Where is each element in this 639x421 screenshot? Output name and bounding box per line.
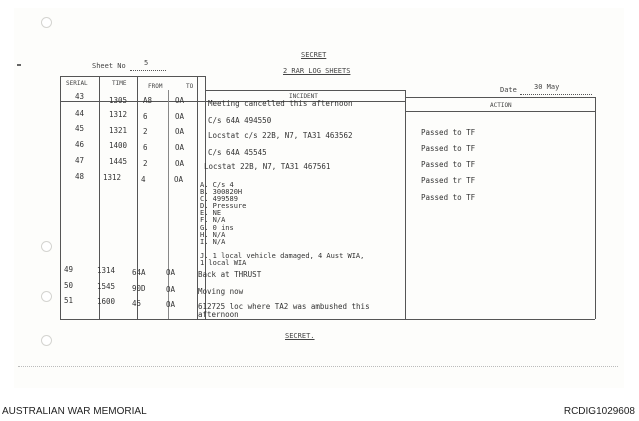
cell-from: 2 — [143, 159, 148, 168]
paper-edge — [18, 366, 618, 367]
cell-to: OA — [166, 285, 176, 294]
cell-from: 6 — [143, 112, 148, 121]
action-header-border — [405, 97, 595, 98]
cell-incident-line: C. 499589 — [200, 195, 238, 203]
cell-incident-line: F. N/A — [200, 216, 226, 224]
cell-serial: 49 — [64, 265, 74, 274]
header-time: TIME — [112, 80, 127, 87]
cell-incident-line: A. C/s 4 — [200, 181, 234, 189]
col-divider — [60, 76, 61, 319]
cell-serial: 51 — [64, 296, 74, 305]
action-header-border — [405, 111, 595, 112]
punch-hole — [41, 335, 52, 346]
cell-serial: 50 — [64, 281, 74, 290]
cell-time: 1305 — [109, 96, 128, 105]
cell-from: 4 — [141, 175, 146, 184]
cell-incident-line: H. N/A — [200, 231, 226, 239]
table-header-border — [205, 90, 405, 91]
table-bottom-border — [60, 319, 595, 320]
classification-bottom: SECRET. — [285, 332, 315, 340]
cell-incident-line: G. 0 ins — [200, 224, 234, 232]
header-action: ACTION — [490, 102, 512, 109]
cell-to: OA — [175, 143, 185, 152]
col-divider — [405, 90, 406, 319]
cell-from: 64A — [132, 268, 146, 277]
cell-action: Passed to TF — [421, 144, 476, 153]
cell-to: OA — [175, 127, 185, 136]
cell-time: 1312 — [103, 173, 122, 182]
header-serial: SERIAL — [66, 80, 88, 87]
date-label: Date — [500, 86, 517, 94]
cell-time: 1445 — [109, 157, 128, 166]
extra-action: Passed to TF — [421, 193, 476, 202]
cell-incident: 612725 loc where TA2 was ambushed this — [198, 302, 370, 311]
col-divider — [197, 76, 198, 319]
cell-incident: Locstat c/s 22B, N7, TA31 463562 — [208, 131, 353, 140]
cell-incident: C/s 64A 494550 — [208, 116, 272, 125]
cell-action: Passed to TF — [421, 128, 476, 137]
classification-top: SECRET — [301, 51, 327, 59]
sheet-label: Sheet No — [92, 62, 126, 70]
cell-from: 6 — [143, 143, 148, 152]
cell-action: Passed to TF — [421, 160, 476, 169]
cell-serial: 43 — [75, 92, 85, 101]
cell-incident: Moving now — [198, 287, 244, 296]
cell-to: OA — [175, 96, 185, 105]
punch-hole — [41, 291, 52, 302]
header-from: FROM — [148, 83, 163, 90]
date-value: 30 May — [534, 83, 560, 91]
cell-incident: afternoon — [198, 310, 239, 319]
document-title: 2 RAR LOG SHEETS — [283, 67, 351, 75]
cell-from: 45 — [132, 299, 142, 308]
header-incident: INCIDENT — [289, 93, 318, 100]
cell-time: 1545 — [97, 282, 116, 291]
cell-serial: 44 — [75, 109, 85, 118]
cell-from: 90D — [132, 284, 146, 293]
archive-name: AUSTRALIAN WAR MEMORIAL — [2, 406, 147, 417]
cell-time: 1600 — [97, 297, 116, 306]
cell-from: A8 — [143, 96, 153, 105]
cell-time: 1321 — [109, 126, 128, 135]
archive-reference: RCDIG1029608 — [563, 406, 635, 417]
cell-serial: 46 — [75, 140, 85, 149]
col-divider — [137, 76, 138, 319]
cell-incident-line: E. NE — [200, 209, 222, 217]
cell-incident: C/s 64A 45545 — [208, 148, 267, 157]
date-dots — [520, 94, 592, 95]
cell-serial: 45 — [75, 124, 85, 133]
cell-to: OA — [166, 268, 176, 277]
cell-incident-line: B. 300820H — [200, 188, 243, 196]
punch-hole — [41, 241, 52, 252]
cell-to: OA — [174, 175, 184, 184]
cell-incident-line: D. Pressure — [200, 202, 247, 210]
cell-serial: 48 — [75, 172, 85, 181]
cell-time: 1400 — [109, 141, 128, 150]
cell-incident: Back at THRUST — [198, 270, 262, 279]
cell-incident: Meeting cancelled this afternoon — [208, 99, 353, 108]
punch-hole — [41, 17, 52, 28]
header-to: TO — [186, 83, 194, 90]
cell-to: OA — [175, 159, 185, 168]
sheet-dots — [130, 70, 166, 71]
col-divider — [595, 97, 596, 319]
cell-from: 2 — [143, 127, 148, 136]
cell-incident-line: 1 local WIA — [200, 259, 247, 267]
cell-to: OA — [175, 112, 185, 121]
table-top-border — [60, 76, 206, 77]
cell-to: OA — [166, 300, 176, 309]
cell-time: 1314 — [97, 266, 116, 275]
cell-time: 1312 — [109, 110, 128, 119]
cell-action: Passed tr TF — [421, 176, 476, 185]
cell-incident-line: I. N/A — [200, 238, 226, 246]
margin-mark — [17, 64, 21, 66]
cell-incident-line: J. 1 local vehicle damaged, 4 Aust WIA, — [200, 252, 365, 260]
sheet-number: 5 — [144, 59, 149, 67]
cell-serial: 47 — [75, 156, 85, 165]
cell-incident: Locstat 22B, N7, TA31 467561 — [204, 162, 331, 171]
